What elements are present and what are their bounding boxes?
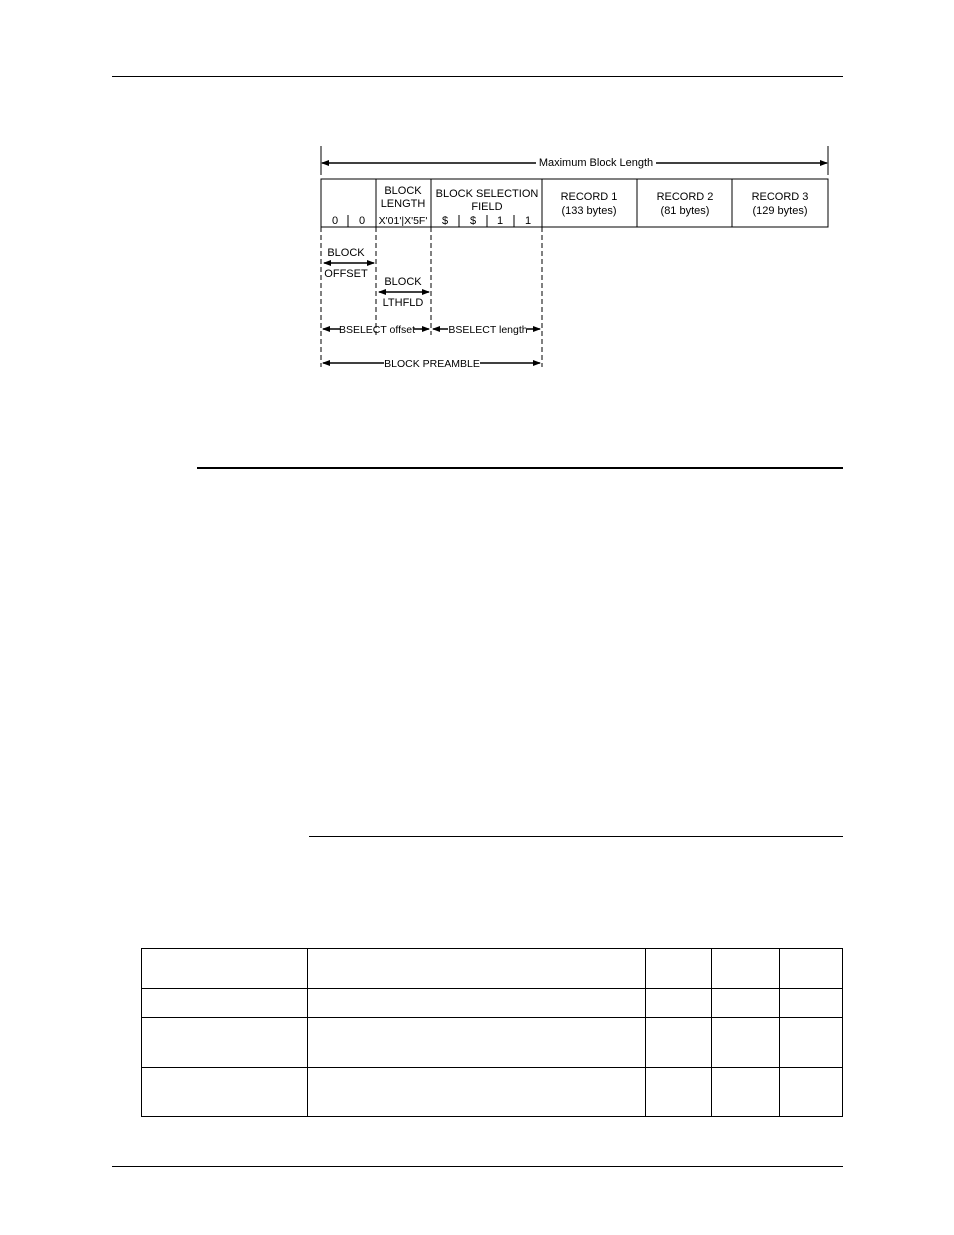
- table-cell: [780, 949, 843, 989]
- table-cell: [646, 989, 712, 1018]
- bsf-byte: $: [469, 215, 477, 227]
- block-length-header: BLOCK: [384, 185, 422, 197]
- zero-byte: 0: [331, 215, 339, 227]
- header-rule: [112, 76, 843, 77]
- table-cell: [712, 949, 780, 989]
- table-cell: [712, 1068, 780, 1117]
- footer-rule: [112, 1166, 843, 1167]
- bsf-header: BLOCK SELECTION: [435, 188, 539, 200]
- bselect-length-label: BSELECT length: [448, 324, 528, 336]
- table-cell: [646, 1068, 712, 1117]
- table-cell: [142, 1018, 308, 1068]
- table-cell: [142, 949, 308, 989]
- table-cell: [780, 1068, 843, 1117]
- bsf-byte: $: [441, 215, 449, 227]
- table-row: [142, 989, 843, 1018]
- record-3-size: (129 bytes): [752, 205, 808, 217]
- bsf-header: FIELD: [471, 201, 503, 213]
- bselect-offset-label: BSELECT offset: [338, 324, 416, 336]
- block-preamble-label: BLOCK PREAMBLE: [384, 358, 480, 370]
- table-cell: [780, 1018, 843, 1068]
- zero-byte: 0: [358, 215, 366, 227]
- table-cell: [780, 989, 843, 1018]
- table-cell: [646, 1018, 712, 1068]
- block-length-header: LENGTH: [380, 198, 426, 210]
- block-length-values: X'01'|X'5F': [378, 215, 428, 227]
- bsf-byte: 1: [524, 215, 532, 227]
- table-cell: [712, 1018, 780, 1068]
- section-rule: [197, 467, 843, 469]
- table-cell: [308, 989, 646, 1018]
- bsf-byte: 1: [496, 215, 504, 227]
- max-length-label: Maximum Block Length: [538, 157, 654, 169]
- table-header-row: [142, 949, 843, 989]
- record-1-title: RECORD 1: [560, 191, 618, 203]
- table-cell: [712, 989, 780, 1018]
- record-1-size: (133 bytes): [561, 205, 617, 217]
- subsection-rule: [309, 836, 843, 837]
- block-offset-label: BLOCK: [327, 247, 365, 259]
- table-cell: [142, 1068, 308, 1117]
- parameter-table: [141, 948, 843, 1117]
- record-2-size: (81 bytes): [660, 205, 710, 217]
- record-3-title: RECORD 3: [751, 191, 809, 203]
- block-structure-diagram: [300, 135, 845, 380]
- table-row: [142, 1018, 843, 1068]
- table-row: [142, 1068, 843, 1117]
- table-cell: [142, 989, 308, 1018]
- record-2-title: RECORD 2: [656, 191, 714, 203]
- block-lthfld-label: LTHFLD: [382, 297, 424, 309]
- block-offset-label: OFFSET: [324, 268, 368, 280]
- table-cell: [308, 1018, 646, 1068]
- block-lthfld-label: BLOCK: [384, 276, 422, 288]
- table-cell: [646, 949, 712, 989]
- table-cell: [308, 949, 646, 989]
- table-cell: [308, 1068, 646, 1117]
